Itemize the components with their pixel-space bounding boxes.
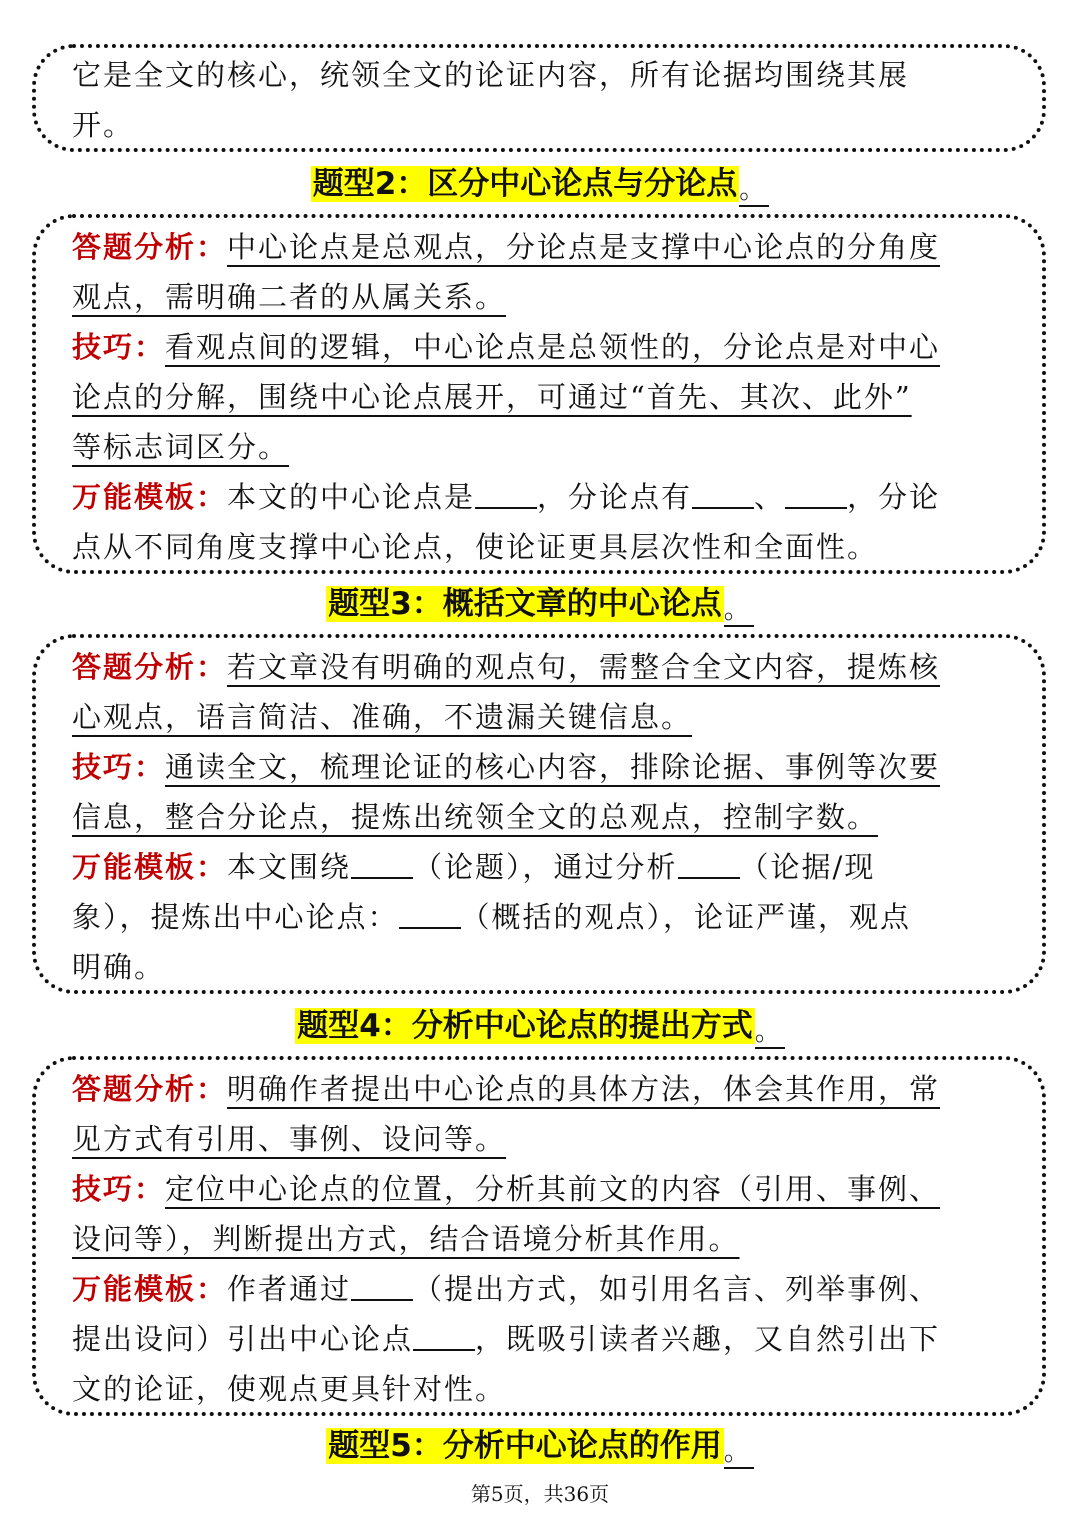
template-3-cont <box>72 892 980 942</box>
fill-in-blank <box>351 851 413 879</box>
analysis-2-cont <box>72 272 980 322</box>
analysis-3-cont <box>72 692 980 742</box>
skill-2-label: 技巧： <box>72 330 166 364</box>
skill-3-line-2: 信息，整合分论点，提炼出统领全文的总观点，控制字数。 <box>72 800 879 834</box>
template-2-label: 万能模板： <box>72 480 228 514</box>
fill-in-blank <box>399 901 461 929</box>
heading-2 <box>0 160 1080 208</box>
template-text: ，分论点有 <box>537 480 693 514</box>
analysis-4-line-1: 明确作者提出中心论点的具体方法，体会其作用，常 <box>227 1072 941 1106</box>
template-text: （概括的观点），论证严谨，观点 <box>460 900 912 934</box>
skill-2-cont2 <box>72 422 980 472</box>
analysis-3-label: 答题分析： <box>72 650 228 684</box>
template-text: 点从不同角度支撑中心论点，使论证更具层次性和全面性。 <box>72 530 879 564</box>
heading-5-tail: 。 <box>724 1437 754 1469</box>
top-line-1: 它是全文的核心，统领全文的论证内容，所有论据均围绕其展 <box>72 58 910 92</box>
template-text: 象），提炼出中心论点： <box>72 900 399 934</box>
template-text: ，分论 <box>847 480 941 514</box>
skill-4-line-1: 定位中心论点的位置，分析其前文的内容（引用、事例、 <box>165 1172 941 1206</box>
skill-4-cont <box>72 1214 980 1264</box>
template-4-line-2 <box>72 1322 940 1356</box>
template-3-line-1 <box>227 850 875 884</box>
analysis-4-line-2: 见方式有引用、事例、设问等。 <box>72 1122 507 1156</box>
skill-3-line-1: 通读全文，梳理论证的核心内容，排除论据、事例等次要 <box>165 750 941 784</box>
analysis-2 <box>72 222 980 272</box>
analysis-4 <box>72 1064 980 1114</box>
template-text: （论据/现 <box>739 850 876 884</box>
template-text: ，既吸引读者兴趣，又自然引出下 <box>475 1322 941 1356</box>
skill-3-cont <box>72 792 980 842</box>
heading-3 <box>0 580 1080 628</box>
template-3 <box>72 842 980 892</box>
fill-in-blank <box>351 1273 413 1301</box>
heading-3-text: 题型3：概括文章的中心论点 <box>328 586 722 622</box>
template-text: 提出设问）引出中心论点 <box>72 1322 414 1356</box>
template-3-cont2 <box>72 942 980 992</box>
skill-4 <box>72 1164 980 1214</box>
analysis-2-line-2: 观点，需明确二者的从属关系。 <box>72 280 507 314</box>
skill-2 <box>72 322 980 372</box>
heading-4-text: 题型4：分析中心论点的提出方式 <box>297 1008 753 1044</box>
analysis-2-line-1: 中心论点是总观点，分论点是支撑中心论点的分角度 <box>227 230 941 264</box>
template-4 <box>72 1264 980 1314</box>
analysis-2-label: 答题分析： <box>72 230 228 264</box>
section-3-box <box>32 634 1046 994</box>
fill-in-blank <box>692 481 754 509</box>
heading-3-tail: 。 <box>724 595 754 627</box>
template-text: 、 <box>754 480 786 514</box>
analysis-3-line-1: 若文章没有明确的观点句，需整合全文内容，提炼核 <box>227 650 941 684</box>
analysis-4-label: 答题分析： <box>72 1072 228 1106</box>
page-number: 第5页，共36页 <box>470 1482 610 1506</box>
template-4-line-3 <box>72 1372 506 1406</box>
template-text: 作者通过 <box>227 1272 352 1306</box>
template-2 <box>72 472 980 522</box>
template-text: 明确。 <box>72 950 166 984</box>
fill-in-blank <box>785 481 847 509</box>
skill-4-line-2: 设问等），判断提出方式，结合语境分析其作用。 <box>72 1222 740 1256</box>
heading-2-text: 题型2：区分中心论点与分论点 <box>312 166 738 202</box>
template-3-label: 万能模板： <box>72 850 228 884</box>
analysis-3-line-2: 心观点，语言简洁、准确，不遗漏关键信息。 <box>72 700 693 734</box>
template-4-cont <box>72 1314 980 1364</box>
skill-2-line-1: 看观点间的逻辑，中心论点是总领性的，分论点是对中心 <box>165 330 941 364</box>
heading-5-text: 题型5：分析中心论点的作用 <box>328 1428 722 1464</box>
heading-4 <box>0 1002 1080 1050</box>
template-3-line-2 <box>72 900 911 934</box>
template-text: （提出方式，如引用名言、列举事例、 <box>413 1272 941 1306</box>
fill-in-blank <box>475 481 537 509</box>
skill-3 <box>72 742 980 792</box>
skill-2-line-2: 论点的分解，围绕中心论点展开，可通过“首先、其次、此外” <box>72 380 912 414</box>
analysis-4-cont <box>72 1114 980 1164</box>
template-text: 文的论证，使观点更具针对性。 <box>72 1372 507 1406</box>
top-line-2: 开。 <box>72 108 135 142</box>
template-4-label: 万能模板： <box>72 1272 228 1306</box>
heading-5 <box>0 1422 1080 1470</box>
section-4-box <box>32 1056 1046 1416</box>
template-4-line-1 <box>227 1272 940 1306</box>
template-2-line-1 <box>227 480 940 514</box>
template-3-line-3 <box>72 950 165 984</box>
template-text: （论题），通过分析 <box>413 850 678 884</box>
top-box <box>32 44 1046 152</box>
heading-2-tail: 。 <box>739 175 769 207</box>
heading-4-tail: 。 <box>755 1017 785 1049</box>
skill-3-label: 技巧： <box>72 750 166 784</box>
template-2-line-2 <box>72 530 878 564</box>
template-4-cont2 <box>72 1364 980 1414</box>
fill-in-blank <box>678 851 740 879</box>
skill-2-cont <box>72 372 980 422</box>
skill-4-label: 技巧： <box>72 1172 166 1206</box>
section-2-box <box>32 214 1046 574</box>
analysis-3 <box>72 642 980 692</box>
template-text: 本文围绕 <box>227 850 352 884</box>
skill-2-line-3: 等标志词区分。 <box>72 430 290 464</box>
template-text: 本文的中心论点是 <box>227 480 476 514</box>
fill-in-blank <box>413 1323 475 1351</box>
template-2-cont <box>72 522 980 572</box>
